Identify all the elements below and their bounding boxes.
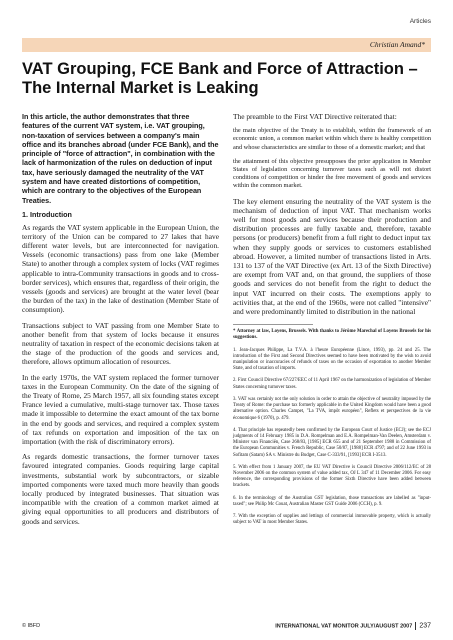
footnote: [233, 514, 431, 526]
abstract: In this article, the author demonstrates that three features of the current VAT system, i.e. VAT grouping, non-taxation of services between a company's main office and its branches abroad (under FCE Bank), and the principle of "force of attraction", in combination with the lack of harmonization of the rules on deduction of input tax, have seriously damaged the neutrality of the VAT system and have created distortions of competition, which are contrary to the objectives of the European Treaties.: [22, 112, 219, 205]
footnote-mark: 2.: [233, 378, 237, 384]
block-quote: the main objective of the Treaty is to establish, within the framework of an economic union, a common market within which there is healthy competition and whose characteristics are similar to those of a domestic market; and that: [233, 127, 431, 151]
footer-divider: [415, 622, 416, 630]
footnote-mark: 4.: [233, 427, 237, 433]
footnote: [233, 378, 431, 390]
copyright: © IBFD: [22, 623, 41, 629]
page-number: 237: [419, 622, 431, 630]
footnote-divider: [233, 324, 313, 325]
left-column: [22, 112, 219, 532]
paragraph: As regards domestic transactions, the former turnover taxes favoured integrated companies. Goods requiring large capital investments, substantial work by subcontractors, or sizable imported components were taxed much more heavily than goods locally produced by integrated businesses. That situation was incompatible with the creation of a common market aimed at giving equal opportunities to all producers and distributors of goods and services.: [22, 452, 219, 526]
section-label: Articles: [409, 18, 431, 25]
footnote-mark: 3.: [233, 396, 237, 402]
footnote-mark: 5.: [233, 464, 237, 470]
footnote-mark: *: [233, 329, 236, 335]
footnote: [233, 397, 431, 422]
paragraph: Transactions subject to VAT passing from one Member State to another benefit from that system of locks because it ensures neutrality of taxation in respect of the economic decisions taken at the stage of the production of the goods and services and, therefore, allows optimum allocation of resources.: [22, 320, 219, 367]
footnote: [233, 348, 431, 373]
section-heading: 1. Introduction: [22, 209, 72, 219]
footnote-text: First Council Directive 67/227/EEC of 11 April 1967 on the harmonization of legislation of Member States concerning turnover taxes.: [233, 378, 432, 390]
right-column: [233, 112, 431, 532]
footnote-mark: 1.: [233, 347, 237, 353]
publication-name: INTERNATIONAL VAT MONITOR JULY/AUGUST 2007: [275, 623, 413, 630]
author-name: Christian Amand*: [369, 40, 425, 49]
block-quote: the attainment of this objective presupposes the prior application in Member States of legislation concerning turnover taxes such as will not distort conditions of competition or hinder the free movement of goods and services within the common market.: [233, 157, 431, 190]
footnote: [233, 465, 431, 490]
paragraph: As regards the VAT system applicable in the European Union, the territory of the Union can be compared to 27 lakes that have different water levels, but are interconnected for navigation. Vessels (economic transactions) pass from one lake (Member State) to another through a complex system of locks (VAT regimes applicable to intra-Community transactions in goods and to cross-border services), which ensures that, regardless of their origin, the vessels (goods and services) are brought at the water level (bear the burden of the tax) in the lake of destination (Member State of consumption).: [22, 222, 219, 315]
footnote-text: Attorney at law, Loyens, Brussels. With thanks to Jérôme Marechal of Loyens Brussels for his suggestions.: [233, 329, 432, 341]
footnote-mark: 6.: [233, 495, 237, 501]
paragraph: The preamble to the First VAT Directive reiterated that:: [233, 112, 397, 121]
footnote: [233, 496, 431, 508]
footnote-text: Jean-Jacques Philippe, La T.V.A. à l'heure Européenne (Lince, 1993), pp. 24 and 25. The introduction of the First and Second Directives seemed to have been motivated by the wish to avoid manipulation or inaccuracies of refunds of taxes on the occasion of exportation to another Member State, and of taxation of imports.: [233, 347, 432, 372]
footnote-text: That principle has repeatedly been confirmed by the European Court of Justice (ECJ); see the ECJ judgments of 14 February 1985 in D.A. Rompelman and E.A. Rompelman-Van Deelen, Amsterdam v. Minister van Financiën, Case 268/83, [1985] ECR 655 and of 21 September 1988 in Commission of the European Communities v. French Republic, Case 50/87, [1988] ECR 4797; and of 22 June 1993 in Sofitam (Satam) SA v. Ministre du Budget, Case C-333/91, [1993] ECR I-3513.: [233, 427, 431, 458]
footnote: [233, 428, 431, 459]
author-bar: [22, 38, 431, 52]
footnote: [233, 329, 431, 341]
footnote-text: With effect from 1 January 2007, the EU VAT Directive is Council Directive 2006/112/EC of 28 November 2006 on the common system of value added tax, OJ L 347 of 11 December 2006. For easy reference, the corresponding provisions of the former Sixth Directive have been added between brackets.: [233, 464, 431, 489]
page-footer: [275, 622, 431, 630]
paragraph: In the early 1970s, the VAT system replaced the former turnover taxes in the European Community. On the date of the signing of the Treaty of Rome, 25 March 1957, all six founding states except France levied a cumulative, multi-stage turnover tax. Those taxes made it impossible to determine the exact amount of the tax borne in the end by goods and services, and required a complex system of tax refunds on exportation and imposition of the tax on importation (with the risk of discriminatory errors).: [22, 372, 219, 447]
paragraph: The key element ensuring the neutrality of the VAT system is the mechanism of deduction of input VAT. That mechanism works well for most goods and services because their production and distribution processes are fully taxable and, therefore, taxable persons (or producers) benefit from a full right to deduct input tax when they supply goods or services to customers established abroad. However, a limited number of transactions listed in Arts. 131 to 137 of the VAT Directive (ex Art. 13 of the Sixth Directive) are exempt from VAT and, on that ground, the suppliers of those goods and services do not benefit from the right to deduct the input VAT incurred on their costs. The exemptions apply to activities that, at the end of the 1960s, were not called "intensive" and were predominantly limited to distribution in the national: [233, 196, 431, 317]
footnote-text: With the exception of supplies and lettings of commercial immovable property, which is actually subject to VAT in most Member States.: [233, 513, 431, 526]
footnote-text: VAT was certainly not the only solution in order to attain the objective of neutrality imposed by the Treaty of Rome: the purchase tax formerly applicable in the United Kingdom would have been a good alternative option. Charles Campet, "La TVA, impôt européen", Reflets et perspectives de la vie économique 6 (1970), p. 479.: [233, 396, 431, 421]
footnote-mark: 7.: [233, 513, 237, 519]
article-title: VAT Grouping, FCE Bank and Force of Attraction – The Internal Market is Leaking: [22, 60, 418, 97]
footnote-text: In the terminology of the Australian GST legislation, those transactions are labelled as "input-taxed"; see Philip Mc Couat, Australian Master GST Guide 2006 (CCH), p. 9.: [233, 495, 431, 507]
footnotes: [233, 329, 431, 526]
